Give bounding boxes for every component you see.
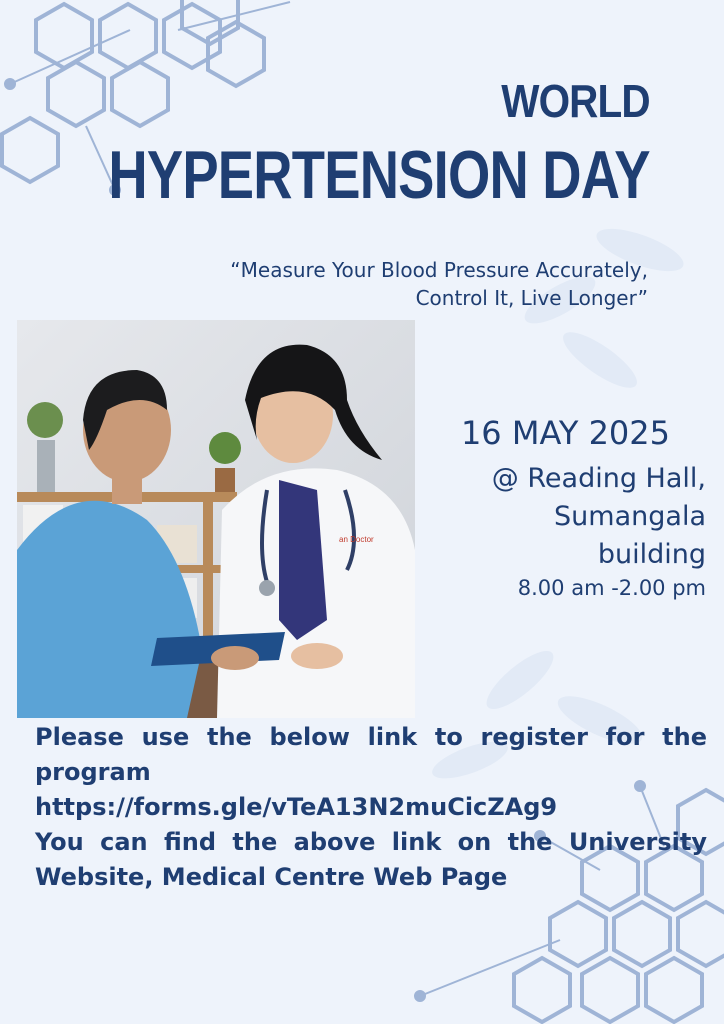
registration-link[interactable]: https://forms.gle/vTeA13N2muCicZAg9 (35, 793, 558, 821)
doctor-patient-photo (17, 320, 415, 718)
venue-line-1: @ Reading Hall, (491, 463, 706, 494)
doctor-patient-illustration (17, 320, 415, 718)
register-instructions: Please use the below link to register for the program (35, 723, 707, 786)
event-date: 16 MAY 2025 (460, 414, 670, 452)
venue-line-2: Sumangala (554, 501, 706, 532)
venue-line-3: building (597, 539, 706, 570)
title-hypertension-day: HYPERTENSION DAY (108, 137, 650, 213)
slogan-quote: “Measure Your Blood Pressure Accurately, Control It, Live Longer” (230, 258, 648, 310)
coat-name-label: an Doctor (339, 535, 374, 544)
link-location-note: You can find the above link on the University Website, Medical Centre Web Page (35, 828, 707, 891)
event-time: 8.00 am -2.00 pm (517, 576, 706, 600)
event-venue (386, 460, 706, 574)
registration-info (35, 720, 707, 895)
title-world: WORLD (501, 75, 650, 127)
